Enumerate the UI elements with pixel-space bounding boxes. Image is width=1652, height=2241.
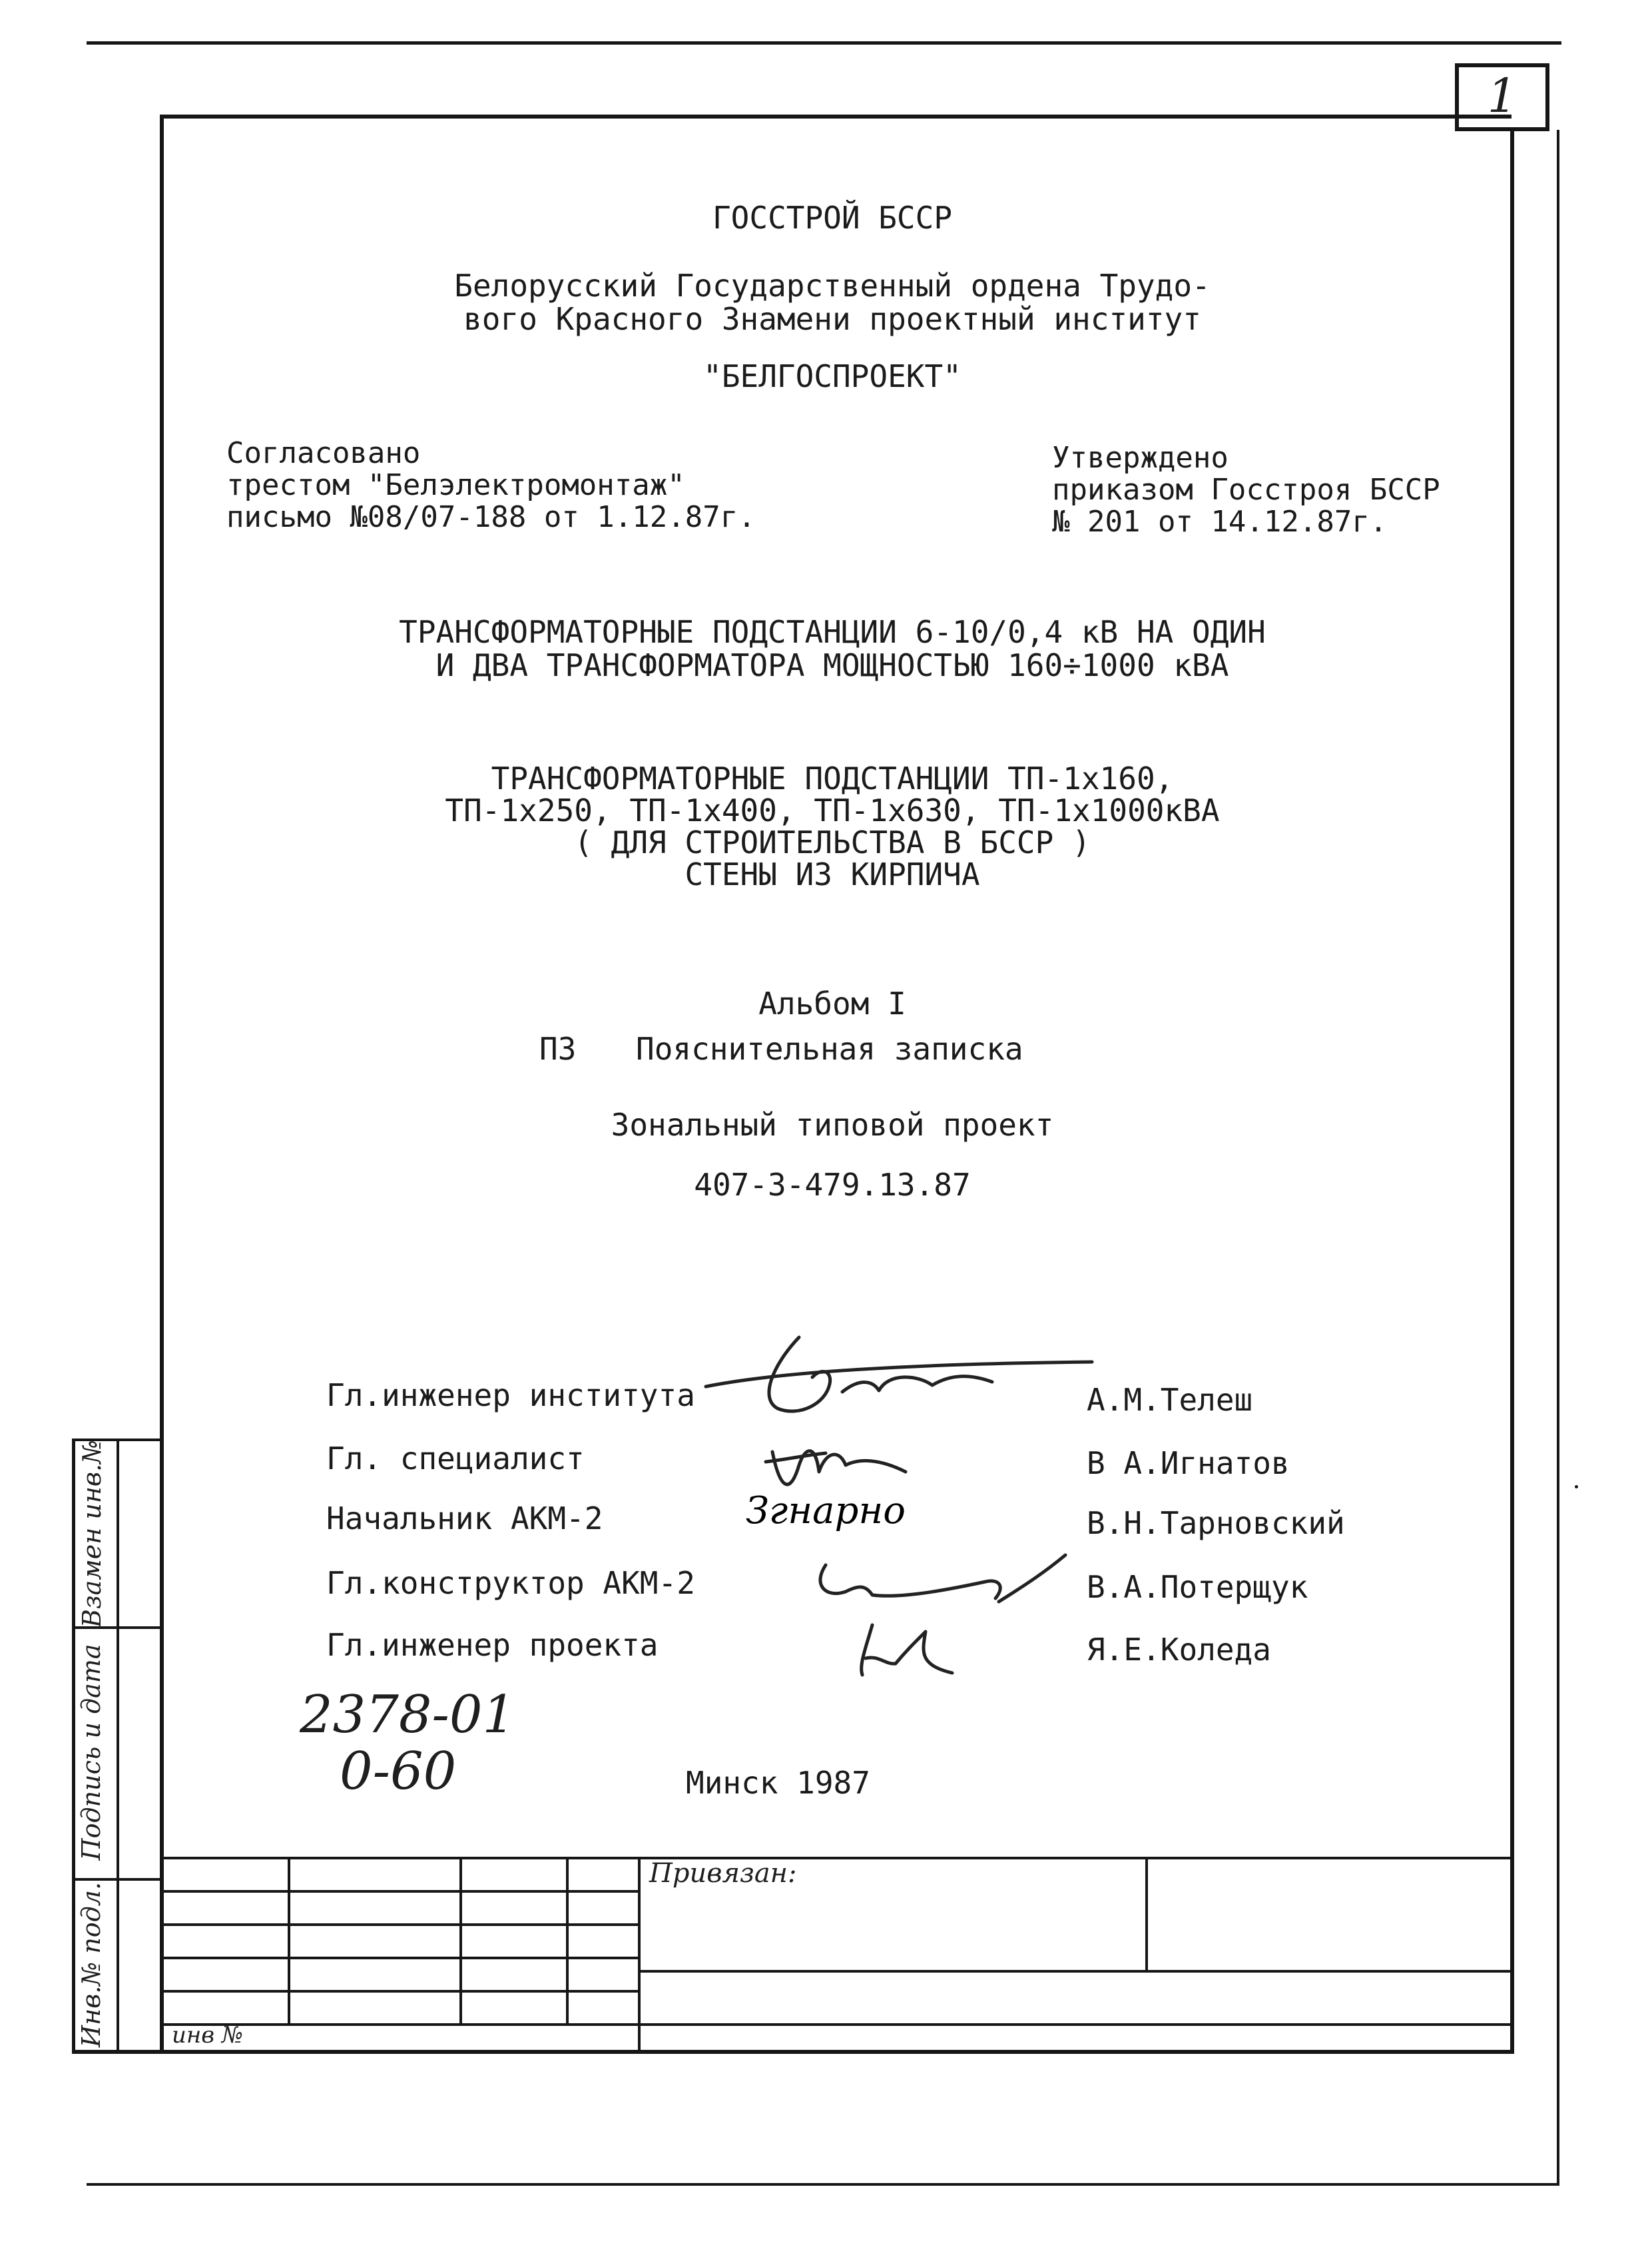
institute-line-2: вого Красного Знамени проектный институт: [463, 301, 1201, 337]
signature-1: [699, 1325, 1099, 1425]
signatory-position: Гл.конструктор АКМ-2: [326, 1565, 695, 1601]
album-label: Альбом I: [758, 986, 906, 1022]
tb-col-2: [459, 1857, 462, 2023]
tb-col-5: [1145, 1857, 1148, 1970]
signatory-name: В.А.Потерщук: [1087, 1569, 1308, 1605]
tb-top: [160, 1857, 1512, 1859]
title-line-1: ТРАНСФОРМАТОРНЫЕ ПОДСТАНЦИИ 6-10/0,4 кВ НА ОДИН: [399, 614, 1266, 650]
city-year: Минск 1987: [686, 1765, 870, 1801]
frame-right: [1510, 128, 1514, 2053]
agreed-label: Согласовано: [226, 436, 421, 470]
signatory-position: Гл. специалист: [326, 1441, 585, 1476]
tb-col-4: [638, 1857, 641, 2053]
signatory-name: В А.Игнатов: [1087, 1445, 1290, 1481]
archive-sheets: 0-60: [340, 1742, 457, 1801]
signatory-name: В.Н.Тарновский: [1087, 1505, 1345, 1541]
sheet-number: 1: [1487, 69, 1517, 123]
institute-name: "БЕЛГОСПРОЕКТ": [703, 358, 962, 394]
signature-3-text: Згнарно: [746, 1489, 906, 1532]
signature-5: [846, 1612, 965, 1685]
sheet-number-box: [1455, 63, 1549, 131]
signature-4: [799, 1545, 1079, 1618]
project-number: 407-3-479.13.87: [694, 1167, 971, 1203]
title-line-2: И ДВА ТРАНСФОРМАТОРА МОЩНОСТЬЮ 160÷1000 кВА: [435, 647, 1229, 683]
bottom-rule: [87, 2183, 1559, 2186]
album-description: Пояснительная записка: [636, 1031, 1023, 1067]
project-type: Зональный типовой проект: [611, 1107, 1054, 1143]
strip-field-replaced-inv: Взамен инв.№: [77, 1439, 107, 1628]
approved-order: приказом Госстроя БССР: [1052, 473, 1440, 507]
scan-dot: [1575, 1485, 1578, 1488]
frame-left: [160, 115, 164, 2053]
tied-label: Привязан:: [649, 1858, 797, 1889]
agreed-trust: трестом "Белэлектромонтаж": [226, 468, 685, 502]
agreed-letter: письмо №08/07-188 от 1.12.87г.: [226, 500, 756, 534]
tb-col-1: [288, 1857, 290, 2023]
signatory-position: Начальник АКМ-2: [326, 1500, 603, 1536]
signatory-name: А.М.Телеш: [1087, 1382, 1253, 1418]
tb-row-5: [160, 2023, 1512, 2026]
strip-field-signature-date: Подпись и дата: [77, 1644, 106, 1861]
signatory-position: Гл.инженер института: [326, 1377, 695, 1413]
top-rule: [87, 41, 1561, 45]
approved-number: № 201 от 14.12.87г.: [1052, 505, 1388, 539]
strip-left: [72, 1439, 75, 2053]
album-code: ПЗ: [539, 1031, 577, 1067]
signature-3: [739, 1482, 939, 1548]
ministry-title: ГОССТРОЙ БССР: [712, 200, 953, 236]
inventory-label: инв №: [172, 2022, 244, 2049]
subtitle-line-3: ( ДЛЯ СТРОИТЕЛЬСТВА В БССР ): [574, 824, 1091, 860]
strip-inner: [117, 1439, 119, 2053]
frame-bottom: [72, 2050, 1514, 2054]
institute-line-1: Белорусский Государственный ордена Трудо-: [454, 268, 1211, 304]
subtitle-line-4: СТЕНЫ ИЗ КИРПИЧА: [685, 856, 980, 892]
approved-label: Утверждено: [1052, 441, 1229, 475]
signatory-position: Гл.инженер проекта: [326, 1627, 659, 1663]
subtitle-line-2: ТП-1х250, ТП-1х400, ТП-1х630, ТП-1х1000кВА: [445, 793, 1220, 828]
archive-number: 2378-01: [300, 1685, 516, 1745]
tb-row-right: [638, 1970, 1512, 1973]
outer-right-edge: [1557, 130, 1559, 2184]
tb-col-3: [566, 1857, 569, 2023]
frame-top: [160, 115, 1512, 119]
signatory-name: Я.Е.Коледа: [1087, 1632, 1271, 1668]
subtitle-line-1: ТРАНСФОРМАТОРНЫЕ ПОДСТАНЦИИ ТП-1х160,: [491, 761, 1174, 797]
strip-field-original-inv: Инв.№ подл.: [77, 1881, 106, 2048]
